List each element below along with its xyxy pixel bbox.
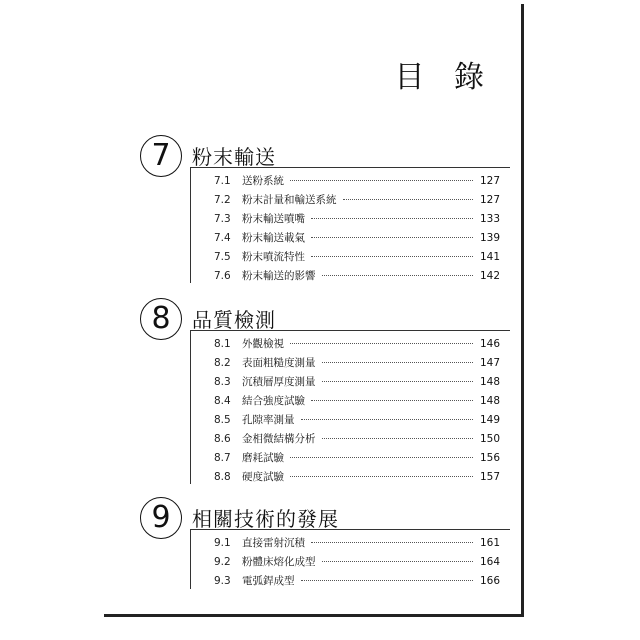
entry-label: 磨耗試驗 — [242, 452, 284, 464]
toc-entry[interactable] — [214, 469, 500, 488]
toc-entry[interactable] — [214, 336, 500, 355]
entry-number: 7.5 — [214, 251, 231, 263]
dot-leader — [290, 343, 473, 344]
entry-label: 沉積層厚度測量 — [242, 376, 316, 388]
entry-label: 粉體床熔化成型 — [242, 556, 316, 568]
entry-label: 表面粗糙度測量 — [242, 357, 316, 369]
entry-list — [214, 336, 500, 488]
entry-page: 141 — [479, 251, 500, 263]
entry-page: 147 — [479, 357, 500, 369]
entry-number: 8.1 — [214, 338, 231, 350]
entry-page: 157 — [479, 471, 500, 483]
entry-number: 8.3 — [214, 376, 231, 388]
chapter-rule — [190, 529, 510, 530]
entry-page: 150 — [479, 433, 500, 445]
dot-leader — [322, 275, 474, 276]
toc-entry[interactable] — [214, 535, 500, 554]
entry-label: 電弧銲成型 — [242, 575, 295, 587]
entry-page: 127 — [479, 175, 500, 187]
entry-label: 粉末計量和輸送系統 — [242, 194, 337, 206]
chapter-rule — [190, 167, 510, 168]
entry-number: 7.2 — [214, 194, 231, 206]
toc-entry[interactable] — [214, 573, 500, 592]
entry-number: 8.6 — [214, 433, 231, 445]
entry-page: 148 — [479, 395, 500, 407]
entry-number: 9.1 — [214, 537, 231, 549]
dot-leader — [322, 561, 474, 562]
chapter-title[interactable]: 粉末輸送 — [192, 145, 276, 169]
entry-label: 外觀檢視 — [242, 338, 284, 350]
entry-page: 146 — [479, 338, 500, 350]
dot-leader — [322, 381, 474, 382]
dot-leader — [301, 580, 474, 581]
toc-entry[interactable] — [214, 230, 500, 249]
toc-entry[interactable] — [214, 268, 500, 287]
entry-list — [214, 173, 500, 287]
entry-page: 142 — [479, 270, 500, 282]
toc-entry[interactable] — [214, 412, 500, 431]
chapter-9 — [140, 497, 500, 592]
dot-leader — [311, 218, 473, 219]
entry-page: 127 — [479, 194, 500, 206]
chapter-vertical-rule — [190, 330, 191, 484]
toc-entry[interactable] — [214, 374, 500, 393]
dot-leader — [311, 237, 473, 238]
toc-entry[interactable] — [214, 450, 500, 469]
toc-entry[interactable] — [214, 211, 500, 230]
chapter-8 — [140, 298, 500, 488]
chapter-number-badge: 7 — [140, 135, 182, 177]
entry-number: 7.1 — [214, 175, 231, 187]
entry-page: 164 — [479, 556, 500, 568]
dot-leader — [290, 476, 473, 477]
toc-entry[interactable] — [214, 393, 500, 412]
dot-leader — [322, 438, 474, 439]
entry-number: 8.7 — [214, 452, 231, 464]
entry-label: 粉末輸送載氣 — [242, 232, 305, 244]
chapter-vertical-rule — [190, 167, 191, 283]
dot-leader — [290, 180, 473, 181]
toc-entry[interactable] — [214, 173, 500, 192]
page-edge-right — [521, 4, 524, 616]
entry-page: 156 — [479, 452, 500, 464]
entry-page: 139 — [479, 232, 500, 244]
chapter-vertical-rule — [190, 529, 191, 589]
entry-page: 148 — [479, 376, 500, 388]
entry-number: 8.8 — [214, 471, 231, 483]
entry-label: 送粉系統 — [242, 175, 284, 187]
dot-leader — [322, 362, 474, 363]
entry-number: 9.2 — [214, 556, 231, 568]
entry-label: 結合強度試驗 — [242, 395, 305, 407]
dot-leader — [301, 419, 474, 420]
entry-label: 粉末噴流特性 — [242, 251, 305, 263]
page-edge-bottom — [104, 614, 524, 617]
entry-number: 9.3 — [214, 575, 231, 587]
dot-leader — [311, 542, 473, 543]
dot-leader — [311, 400, 473, 401]
entry-label: 硬度試驗 — [242, 471, 284, 483]
dot-leader — [290, 457, 473, 458]
entry-number: 7.4 — [214, 232, 231, 244]
entry-number: 8.5 — [214, 414, 231, 426]
toc-entry[interactable] — [214, 192, 500, 211]
page-title: 目 錄 — [394, 60, 494, 95]
entry-label: 孔隙率測量 — [242, 414, 295, 426]
entry-page: 133 — [479, 213, 500, 225]
toc-entry[interactable] — [214, 355, 500, 374]
toc-entry[interactable] — [214, 249, 500, 268]
entry-label: 金相微結構分析 — [242, 433, 316, 445]
entry-list — [214, 535, 500, 592]
entry-page: 166 — [479, 575, 500, 587]
chapter-title[interactable]: 相關技術的發展 — [192, 507, 339, 531]
chapter-7 — [140, 135, 500, 287]
entry-page: 149 — [479, 414, 500, 426]
entry-label: 粉末輸送噴嘴 — [242, 213, 305, 225]
toc-entry[interactable] — [214, 431, 500, 450]
entry-number: 8.4 — [214, 395, 231, 407]
entry-number: 7.6 — [214, 270, 231, 282]
chapter-rule — [190, 330, 510, 331]
entry-page: 161 — [479, 537, 500, 549]
entry-number: 8.2 — [214, 357, 231, 369]
entry-label: 直接雷射沉積 — [242, 537, 305, 549]
dot-leader — [343, 199, 474, 200]
entry-label: 粉末輸送的影響 — [242, 270, 316, 282]
entry-number: 7.3 — [214, 213, 231, 225]
chapter-number-badge: 8 — [140, 298, 182, 340]
chapter-number-badge: 9 — [140, 497, 182, 539]
dot-leader — [311, 256, 473, 257]
toc-entry[interactable] — [214, 554, 500, 573]
chapter-title[interactable]: 品質檢測 — [192, 308, 276, 332]
